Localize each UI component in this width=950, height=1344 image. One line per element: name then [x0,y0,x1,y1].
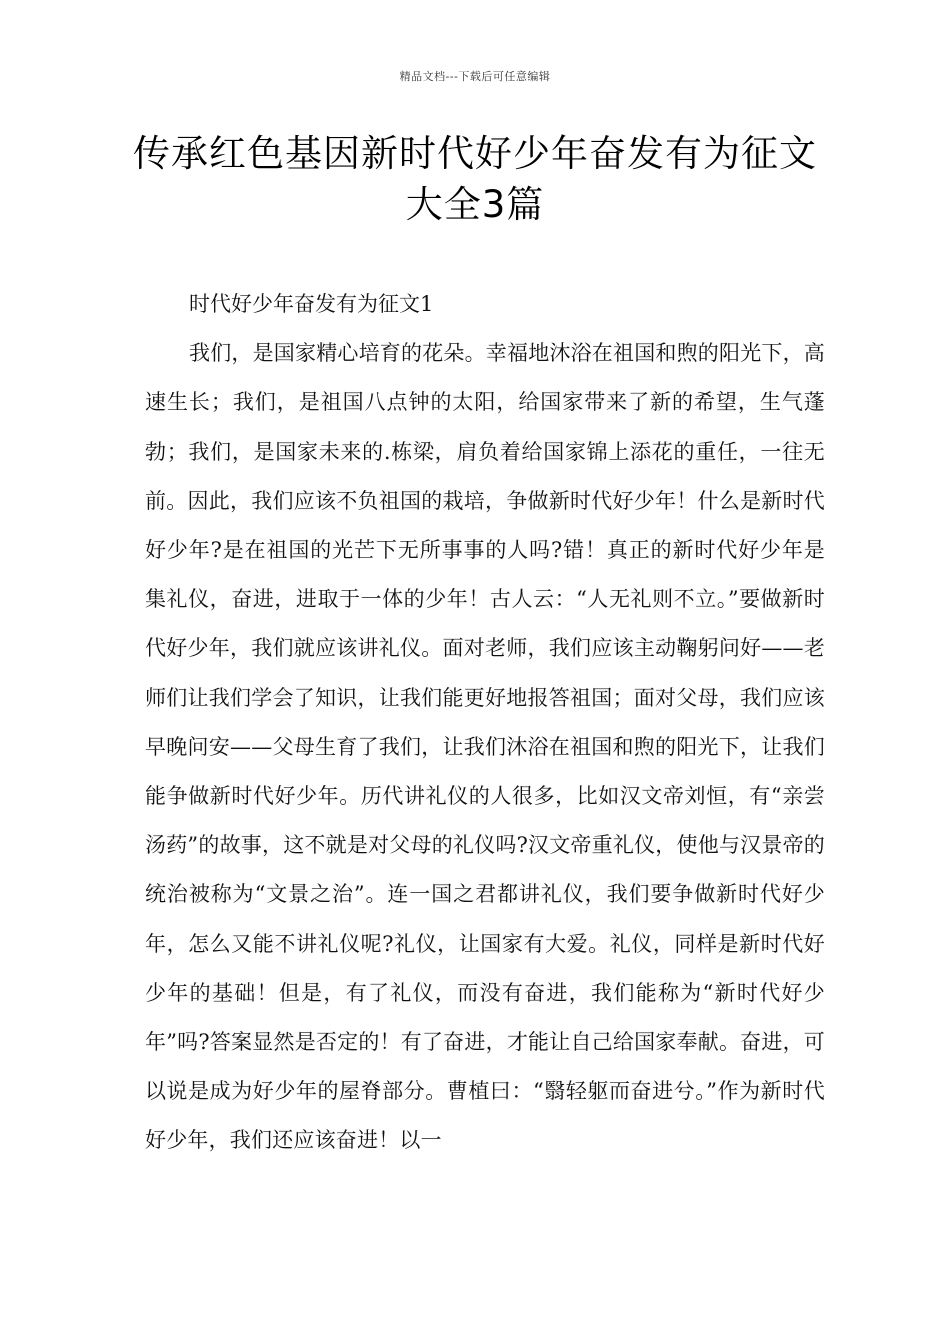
document-title: 传承红色基因新时代好少年奋发有为征文大全3篇 [133,132,817,226]
essay-paragraph: 我们，是国家精心培育的花朵。幸福地沐浴在祖国和煦的阳光下，高速生长；我们，是祖国八点钟的太阳，给国家带来了新的希望，生气蓬勃；我们，是国家未来的.栋梁，肩负着给国家锦上添花的重任，一往无前。因此，我们应该不负祖国的栽培，争做新时代好少年！什么是新时代好少年?是在祖国的光芒下无所事事的人吗?错！真正的新时代好少年是集礼仪，奋进，进取于一体的少年！古人云：“人无礼则不立。”要做新时代好少年，我们就应该讲礼仪。面对老师，我们应该主动鞠躬问好——老师们让我们学会了知识，让我们能更好地报答祖国；面对父母，我们应该早晚问安——父母生育了我们，让我们沐浴在祖国和煦的阳光下，让我们能争做新时代好少年。历代讲礼仪的人很多，比如汉文帝刘恒，有“亲尝汤药”的故事，这不就是对父母的礼仪吗?汉文帝重礼仪，使他与汉景帝的统治被称为“文景之治”。连一国之君都讲礼仪，我们要争做新时代好少年，怎么又能不讲礼仪呢?礼仪，让国家有大爱。礼仪，同样是新时代好少年的基础！但是，有了礼仪，而没有奋进，我们能称为“新时代好少年”吗?答案显然是否定的！有了奋进，才能让自己给国家奉献。奋进，可以说是成为好少年的屋脊部分。曹植曰：“翳轻躯而奋进兮。”作为新时代好少年，我们还应该奋进！以一 [145,341,825,1153]
header-note: 精品文档---下载后可任意编辑 [399,70,551,83]
document-body [145,280,825,1166]
essay-subtitle: 时代好少年奋发有为征文1 [189,292,434,316]
